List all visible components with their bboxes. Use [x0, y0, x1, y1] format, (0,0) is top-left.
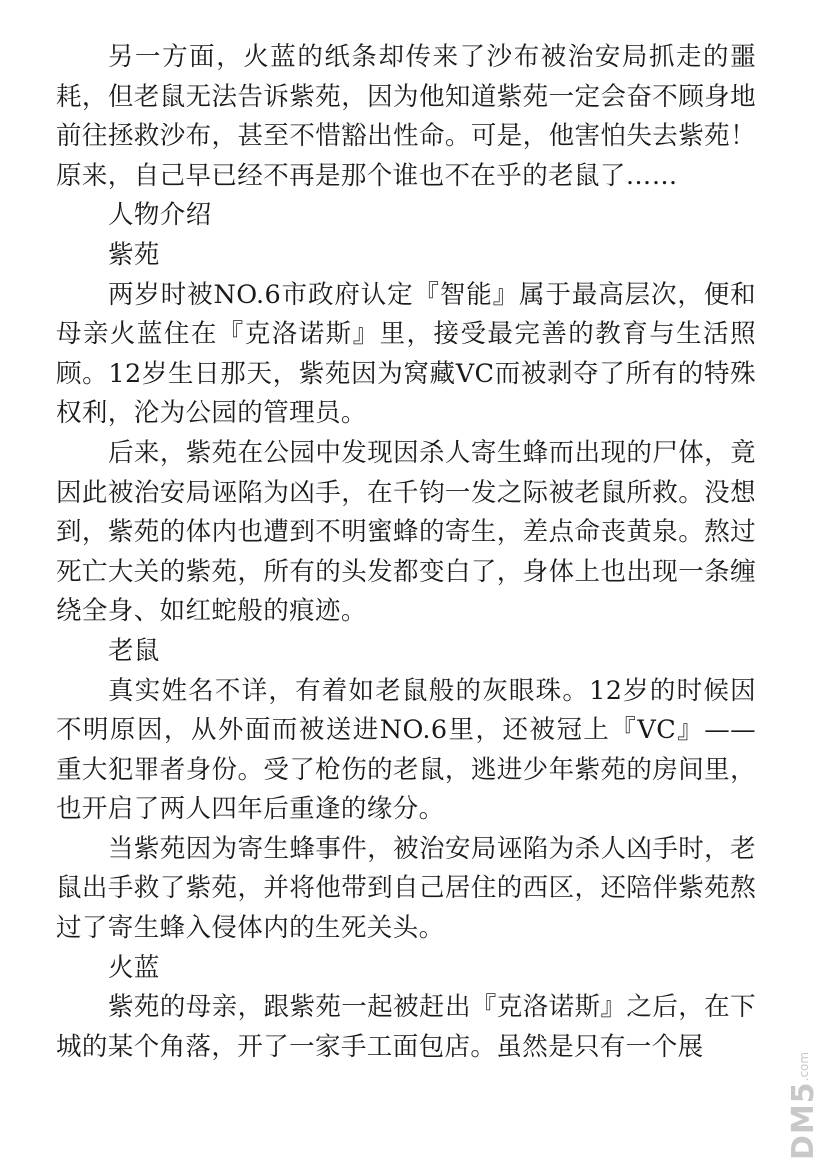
paragraph-shion-later: 后来，紫苑在公园中发现因杀人寄生蜂而出现的尸体，竟因此被治安局诬陷为凶手，在千钧一发之际被老鼠所救。没想到，紫苑的体内也遭到不明蜜蜂的寄生，差点命丧黄泉。熬过死亡大关的紫苑，所有的头发都变白了，身体上也出现一条缠绕全身、如红蛇般的痕迹。 — [56, 437, 756, 627]
document-body — [56, 38, 756, 1067]
character-heading-karan: 火蓝 — [108, 952, 160, 983]
character-heading-shion: 紫苑 — [108, 239, 160, 270]
section-heading-character-intro: 人物介绍 — [108, 200, 212, 231]
character-heading-nezumi: 老鼠 — [108, 635, 160, 666]
paragraph-opening: 另一方面，火蓝的纸条却传来了沙布被治安局抓走的噩耗，但老鼠无法告诉紫苑，因为他知道紫苑一定会奋不顾身地前往拯救沙布，甚至不惜豁出性命。可是，他害怕失去紫苑！原来，自己早已经不再是那个谁也不在乎的老鼠了…… — [56, 42, 756, 191]
watermark-brand: DM5 — [786, 1081, 821, 1160]
watermark-logo — [780, 1020, 821, 1160]
paragraph-shion-background: 两岁时被NO.6市政府认定『智能』属于最高层次，便和母亲火蓝住在『克洛诺斯』里，接受最完善的教育与生活照顾。12岁生日那天，紫苑因为窝藏VC而被剥夺了所有的特殊权利，沦为公园的管理员。 — [56, 279, 756, 429]
watermark-text — [786, 1020, 822, 1160]
watermark-suffix: .com — [797, 1051, 811, 1082]
paragraph-nezumi-rescue: 当紫苑因为寄生蜂事件，被治安局诬陷为杀人凶手时，老鼠出手救了紫苑，并将他带到自己居住的西区，还陪伴紫苑熬过了寄生蜂入侵体内的生死关头。 — [56, 833, 756, 944]
paragraph-karan-background: 紫苑的母亲，跟紫苑一起被赶出『克洛诺斯』之后，在下城的某个角落，开了一家手工面包店。虽然是只有一个展 — [56, 992, 756, 1062]
paragraph-nezumi-background: 真实姓名不详，有着如老鼠般的灰眼珠。12岁的时候因不明原因，从外面而被送进NO.6里，还被冠上『VC』——重大犯罪者身份。受了枪伤的老鼠，逃进少年紫苑的房间里，也开启了两人四年后重逢的缘分。 — [56, 675, 756, 825]
